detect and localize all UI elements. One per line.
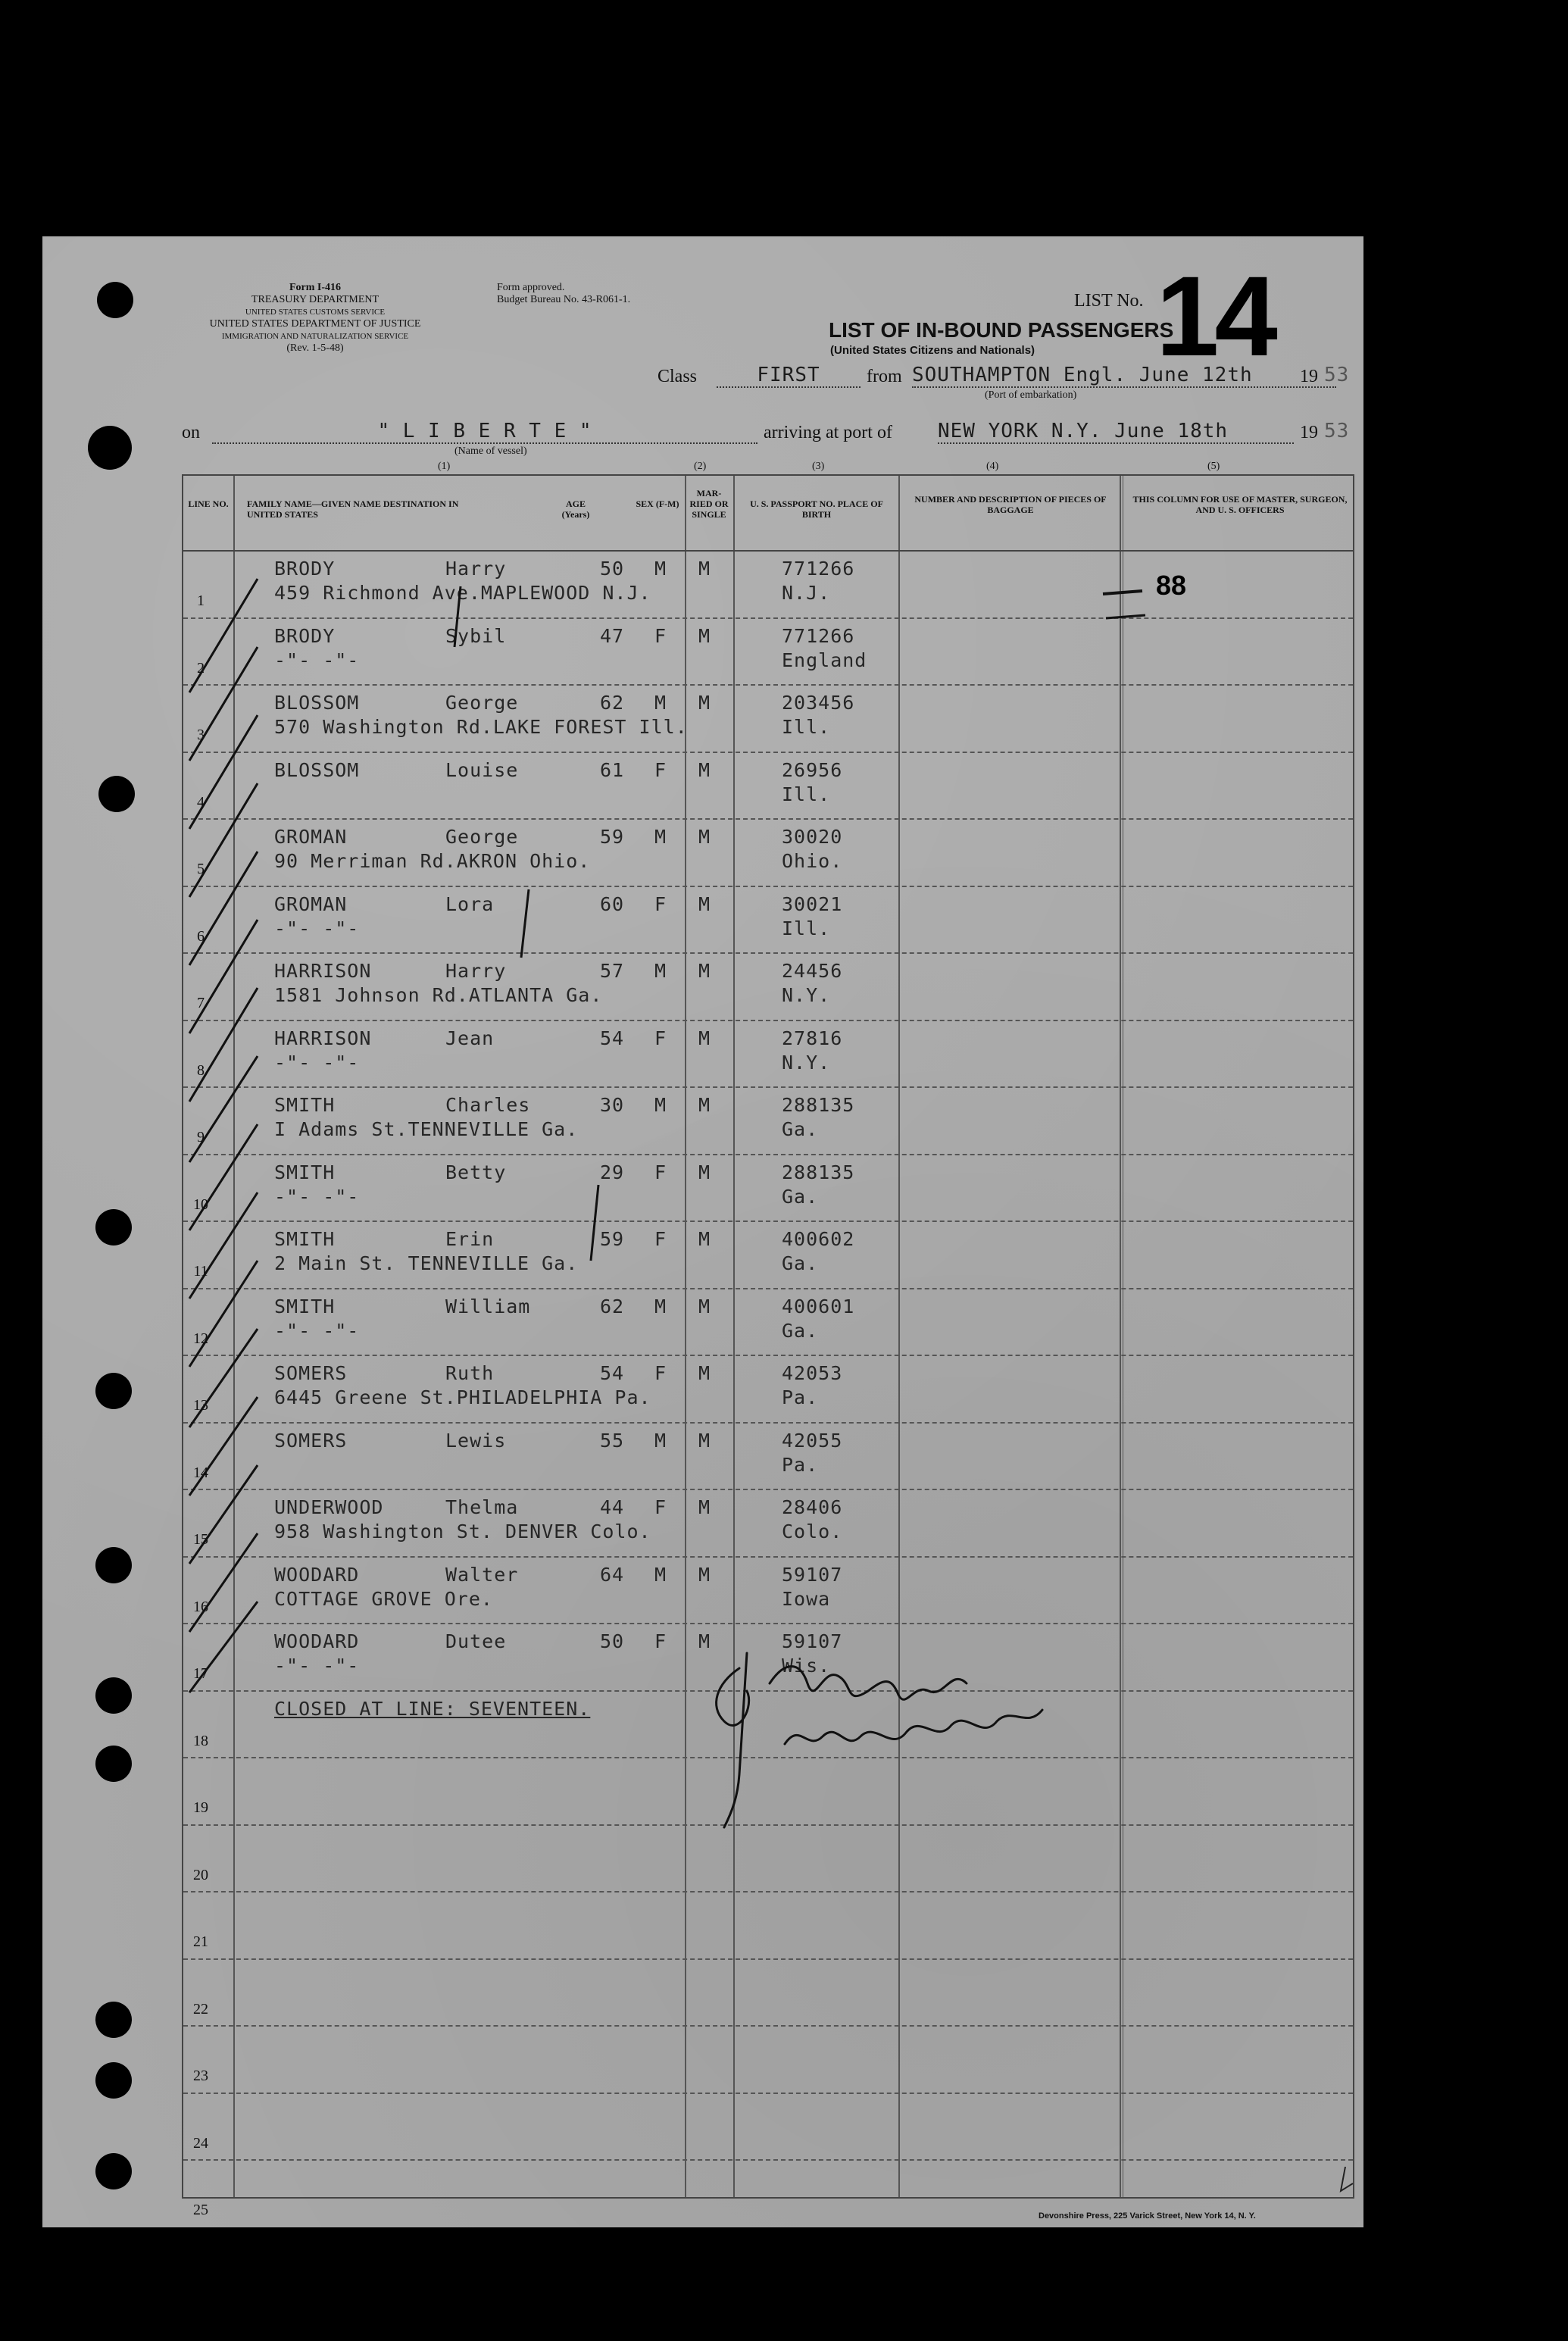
immigration-service: IMMIGRATION AND NATURALIZATION SERVICE [221,332,409,341]
budget-info [497,282,739,306]
marital-status: M [698,826,711,848]
passport-no: 288135 [782,1094,855,1116]
year-prefix: 19 [1300,423,1318,442]
class-label: Class [657,367,698,386]
header-officers: THIS COLUMN FOR USE OF MASTER, SURGEON, AND U. S. OFFICERS [1132,494,1348,515]
embarkation-value: SOUTHAMPTON Engl. June 12th [912,364,1336,388]
line-number: 22 [193,2000,208,2018]
given-name: Walter [445,1563,519,1586]
given-name: Jean [445,1027,495,1049]
age: 50 [600,1630,625,1652]
form-approved: Form approved. [497,282,565,293]
age: 61 [600,758,625,781]
family-name: WOODARD [274,1630,360,1652]
line-number: 21 [193,1933,208,1950]
line-number: 9 [197,1129,205,1145]
passport-no: 59107 [782,1563,843,1586]
arrival-port-value: NEW YORK N.Y. June 18th [938,420,1294,444]
marital-status: M [698,1295,711,1317]
officer-signature [694,1638,1179,1835]
passport-no: 400601 [782,1295,855,1317]
punch-hole [95,1373,132,1409]
header-baggage: NUMBER AND DESCRIPTION OF PIECES OF BAGGAGE [914,494,1107,515]
age: 54 [600,1027,625,1049]
destination: -"- -"- [274,917,360,939]
age: 44 [600,1496,625,1518]
line-number: 5 [197,861,205,877]
marital-status: M [698,892,711,915]
line-number: 2 [197,659,205,677]
given-name: Betty [445,1161,507,1183]
age: 29 [600,1161,625,1183]
given-name: Lora [445,892,495,915]
family-name: GROMAN [274,826,348,848]
given-name: Lewis [445,1429,507,1452]
column-number: (5) [1207,461,1220,472]
family-name: BLOSSOM [274,758,360,781]
place-of-birth: N.J. [782,582,831,604]
line-number: 24 [193,2134,208,2152]
line-number: 1 [197,592,205,609]
destination: 90 Merriman Rd.AKRON Ohio. [274,850,591,872]
marital-status: M [698,624,711,647]
place-of-birth: Pa. [782,1453,819,1476]
place-of-birth: N.Y. [782,1051,831,1074]
given-name: Louise [445,758,519,781]
list-number: 14 [1156,252,1273,380]
sex: M [654,1295,667,1317]
sex: F [654,1496,667,1518]
destination: I Adams St.TENNEVILLE Ga. [274,1118,579,1140]
given-name: George [445,692,519,714]
table-row [183,2025,1353,2093]
passport-no: 26956 [782,758,843,781]
sex: F [654,758,667,781]
line-number: 25 [193,2202,208,2218]
passport-no: 288135 [782,1161,855,1183]
sex: F [654,624,667,647]
revision: (Rev. 1-5-48) [286,342,344,354]
sex: F [654,1630,667,1652]
punch-hole [95,1677,132,1714]
age: 47 [600,624,625,647]
given-name: Harry [445,960,507,982]
punch-hole [97,282,133,318]
family-name: BRODY [274,558,336,580]
family-name: HARRISON [274,1027,372,1049]
line-number: 23 [193,2068,208,2084]
marital-status: M [698,758,711,781]
destination: -"- -"- [274,1655,360,1677]
line-number: 12 [193,1330,208,1347]
manifest-page [42,236,1363,2227]
year-prefix: 19 [1300,367,1318,386]
column-number: (4) [986,461,999,472]
marital-status: M [698,1429,711,1452]
age: 30 [600,1094,625,1116]
age: 55 [600,1429,625,1452]
family-name: WOODARD [274,1563,360,1586]
family-name: SMITH [274,1161,336,1183]
family-name: GROMAN [274,892,348,915]
destination: COTTAGE GROVE Ore. [274,1587,493,1610]
given-name: Ruth [445,1362,495,1384]
age: 59 [600,826,625,848]
marital-status: M [698,1228,711,1250]
age: 57 [600,960,625,982]
header-sex: SEX (F-M) [636,499,679,509]
header-line-no: LINE NO. [188,499,229,509]
header-name: FAMILY NAME—GIVEN NAME DESTINATION IN UNITED STATES [247,499,459,520]
destination: -"- -"- [274,1051,360,1074]
family-name: CLOSED AT LINE: SEVENTEEN. [274,1697,591,1720]
passport-no: 59107 [782,1630,843,1652]
destination: 570 Washington Rd.LAKE FOREST Ill. [274,716,688,738]
punch-hole [95,1746,132,1782]
sex: M [654,692,667,714]
line-number: 16 [193,1598,208,1615]
given-name: William [445,1295,531,1317]
passport-no: 42055 [782,1429,843,1452]
sex: M [654,960,667,982]
place-of-birth: Wis. [782,1655,831,1677]
line-number: 10 [193,1196,208,1213]
given-name: Dutee [445,1630,507,1652]
marital-status: M [698,1362,711,1384]
place-of-birth: Iowa [782,1587,831,1610]
line-number: 11 [193,1263,208,1280]
sex: F [654,1362,667,1384]
place-of-birth: Ill. [782,917,831,939]
line-number: 13 [193,1397,208,1414]
justice-dept: UNITED STATES DEPARTMENT OF JUSTICE [209,318,421,330]
marital-status: M [698,692,711,714]
column-number: (2) [694,461,707,472]
on-label: on [182,423,200,442]
sex: M [654,558,667,580]
given-name: Erin [445,1228,495,1250]
marital-status: M [698,1496,711,1518]
destination: 958 Washington St. DENVER Colo. [274,1521,651,1542]
class-value: FIRST [717,364,861,388]
family-name: BLOSSOM [274,692,360,714]
marital-status: M [698,1563,711,1586]
passport-no: 30021 [782,892,843,915]
sex: F [654,892,667,915]
punch-hole [95,1547,132,1583]
destination: 1581 Johnson Rd.ATLANTA Ga. [274,984,603,1006]
destination: 6445 Greene St.PHILADELPHIA Pa. [274,1386,651,1408]
marital-status: M [698,960,711,982]
marital-status: M [698,1094,711,1116]
age: 62 [600,692,625,714]
place-of-birth: Ga. [782,1185,819,1208]
given-name: Harry [445,558,507,580]
place-of-birth: England [782,649,867,671]
age: 62 [600,1295,625,1317]
header-passport: U. S. PASSPORT NO. PLACE OF BIRTH [750,499,883,520]
vessel-name: " L I B E R T E " [212,420,757,444]
family-name: SOMERS [274,1362,348,1384]
age: 59 [600,1228,625,1250]
marital-status: M [698,1027,711,1049]
family-name: SMITH [274,1295,336,1317]
given-name: Sybil [445,624,507,647]
line-number: 8 [197,1061,205,1079]
destination: 459 Richmond Ave.MAPLEWOOD N.J. [274,582,651,604]
punch-hole [95,2002,132,2038]
family-name: HARRISON [274,960,372,982]
sex: M [654,1563,667,1586]
destination: 2 Main St. TENNEVILLE Ga. [274,1252,579,1274]
vessel-note: (Name of vessel) [454,445,527,457]
line-number: 20 [193,1866,208,1883]
treasury-dept: TREASURY DEPARTMENT [251,294,380,305]
place-of-birth: Colo. [782,1521,843,1542]
customs-service: UNITED STATES CUSTOMS SERVICE [245,308,386,317]
from-label: from [867,367,902,386]
passport-no: 203456 [782,692,855,714]
table-row [183,1958,1353,2026]
sex: F [654,1161,667,1183]
arriving-label: arriving at port of [764,423,892,442]
line-number: 15 [193,1531,208,1548]
header-age: AGE (Years) [561,499,590,520]
line-number: 19 [193,1799,208,1816]
punch-hole [95,1209,132,1246]
passport-no: 30020 [782,826,843,848]
sex: F [654,1027,667,1049]
passport-no: 771266 [782,624,855,647]
marital-status: M [698,1161,711,1183]
line-number: 7 [197,995,205,1011]
place-of-birth: N.Y. [782,984,831,1006]
marital-status: M [698,1630,711,1652]
place-of-birth: Ohio. [782,850,843,872]
form-number: Form I-416 [289,282,342,293]
printer-footer: Devonshire Press, 225 Varick Street, New York 14, N. Y. [1039,2211,1256,2221]
line-number: 4 [197,793,205,811]
age: 64 [600,1563,625,1586]
destination: -"- -"- [274,649,360,671]
year-suffix: 53 [1324,420,1350,442]
line-number: 3 [197,727,205,743]
passport-no: 771266 [782,558,855,580]
port-embark-note: (Port of embarkation) [985,389,1077,401]
destination: -"- -"- [274,1319,360,1342]
place-of-birth: Ill. [782,783,831,805]
line-number: 6 [197,927,205,945]
page-subtitle: (United States Citizens and Nationals) [830,344,1035,357]
age: 50 [600,558,625,580]
place-of-birth: Pa. [782,1386,819,1408]
list-no-label: LIST No. [1074,291,1144,311]
passport-no: 27816 [782,1027,843,1049]
line-number: 14 [193,1464,208,1481]
line-number: 18 [193,1732,208,1749]
sex: M [654,1429,667,1452]
officer-mark: 88 [1156,570,1187,601]
family-name: BRODY [274,624,336,647]
column-number: (3) [812,461,825,472]
header-married: MAR-RIED OR SINGLE [689,488,729,520]
given-name: Thelma [445,1496,519,1518]
punch-hole [95,2153,132,2189]
sex: F [654,1228,667,1250]
column-number: (1) [438,461,451,472]
punch-hole [88,426,132,470]
year-suffix: 53 [1324,364,1350,386]
family-name: UNDERWOOD [274,1496,384,1518]
marital-status: M [698,558,711,580]
family-name: SOMERS [274,1429,348,1452]
passport-no: 400602 [782,1228,855,1250]
family-name: SMITH [274,1228,336,1250]
punch-hole [95,2062,132,2099]
age: 60 [600,892,625,915]
line-number: 17 [193,1665,208,1682]
place-of-birth: Ga. [782,1319,819,1342]
place-of-birth: Ga. [782,1252,819,1274]
place-of-birth: Ga. [782,1118,819,1140]
passport-no: 42053 [782,1362,843,1384]
given-name: George [445,826,519,848]
passport-no: 24456 [782,960,843,982]
place-of-birth: Ill. [782,716,831,738]
budget-bureau: Budget Bureau No. 43-R061-1. [497,294,631,305]
age: 54 [600,1362,625,1384]
page-title: LIST OF IN-BOUND PASSENGERS [829,318,1174,342]
given-name: Charles [445,1094,531,1116]
punch-hole [98,776,135,812]
table-row [183,2093,1353,2160]
destination: -"- -"- [274,1185,360,1208]
passport-no: 28406 [782,1496,843,1518]
corner-mark [1330,2161,1360,2206]
sex: M [654,826,667,848]
sex: M [654,1094,667,1116]
officer-dash-marks [1100,585,1153,630]
tally-marks [182,549,636,1927]
form-header [179,282,451,355]
family-name: SMITH [274,1094,336,1116]
